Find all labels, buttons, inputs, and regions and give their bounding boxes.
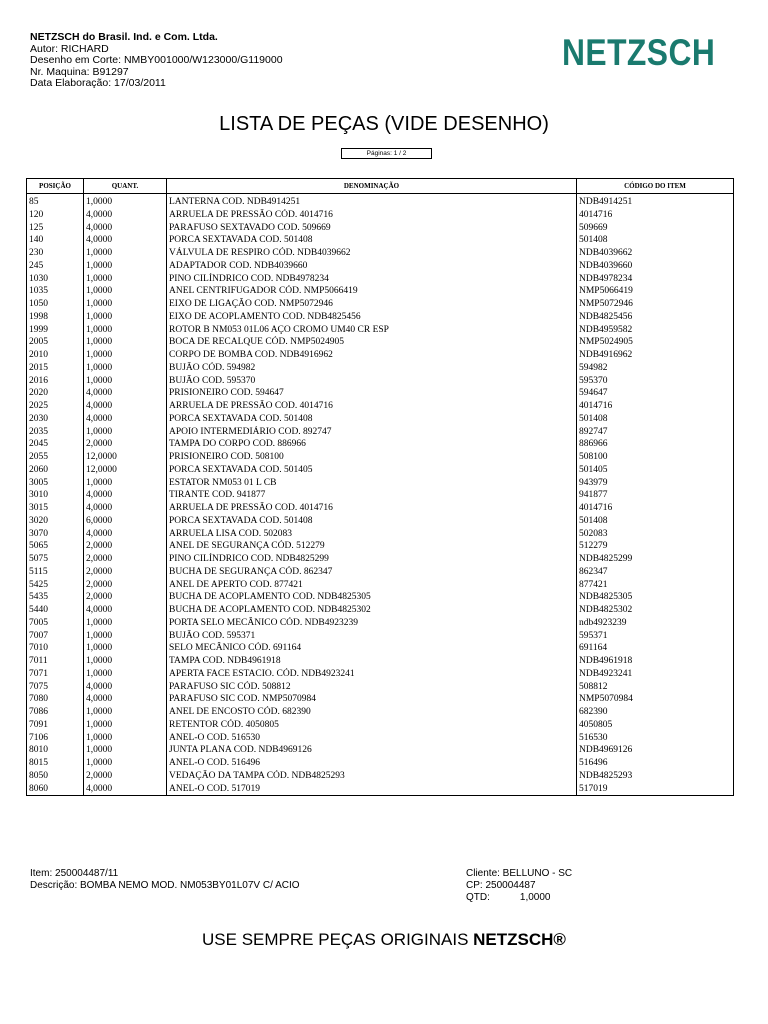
cell-item-code: NMP5066419 — [577, 285, 734, 298]
cell-denomination: ANEL DE SEGURANÇA CÓD. 512279 — [167, 540, 577, 553]
table-row — [27, 311, 734, 324]
table-row — [27, 477, 734, 490]
cell-denomination: BUJÃO COD. 595371 — [167, 630, 577, 643]
cell-item-code: 595370 — [577, 375, 734, 388]
cell-quantity: 4,0000 — [84, 693, 167, 706]
item-description: Descrição: BOMBA NEMO MOD. NM053BY01L07V C/ ACIO — [30, 880, 300, 891]
netzsch-logo: NETZSCH — [562, 32, 716, 73]
cell-item-code: 4014716 — [577, 209, 734, 222]
table-row — [27, 540, 734, 553]
cell-item-code: NDB4978234 — [577, 273, 734, 286]
cell-denomination: ARRUELA DE PRESSÃO COD. 4014716 — [167, 400, 577, 413]
cell-denomination: PORCA SEXTAVADA COD. 501408 — [167, 234, 577, 247]
table-row — [27, 770, 734, 783]
cell-position: 2045 — [27, 438, 84, 451]
table-row — [27, 324, 734, 337]
cell-quantity: 1,0000 — [84, 349, 167, 362]
cell-position: 140 — [27, 234, 84, 247]
cell-denomination: PORCA SEXTAVADA COD. 501405 — [167, 464, 577, 477]
cell-quantity: 1,0000 — [84, 324, 167, 337]
cell-position: 8010 — [27, 744, 84, 757]
cell-item-code: 516496 — [577, 757, 734, 770]
cell-denomination: TIRANTE COD. 941877 — [167, 489, 577, 502]
cell-item-code: 512279 — [577, 540, 734, 553]
cell-item-code: 595371 — [577, 630, 734, 643]
cell-position: 7011 — [27, 655, 84, 668]
table-row — [27, 783, 734, 796]
table-row — [27, 591, 734, 604]
table-row — [27, 234, 734, 247]
table-row — [27, 260, 734, 273]
cell-quantity: 4,0000 — [84, 502, 167, 515]
cell-position: 7005 — [27, 617, 84, 630]
cell-position: 8015 — [27, 757, 84, 770]
cell-position: 2016 — [27, 375, 84, 388]
cell-item-code: 4014716 — [577, 502, 734, 515]
table-row — [27, 757, 734, 770]
parts-table — [26, 178, 734, 796]
cell-position: 7071 — [27, 668, 84, 681]
cell-item-code: 508100 — [577, 451, 734, 464]
table-row — [27, 617, 734, 630]
cell-position: 7010 — [27, 642, 84, 655]
table-row — [27, 489, 734, 502]
col-header-position: POSIÇÃO — [27, 179, 84, 194]
cell-position: 5115 — [27, 566, 84, 579]
cell-quantity: 1,0000 — [84, 336, 167, 349]
table-row — [27, 668, 734, 681]
cell-quantity: 4,0000 — [84, 681, 167, 694]
cell-item-code: NDB4039662 — [577, 247, 734, 260]
table-row — [27, 438, 734, 451]
cell-position: 230 — [27, 247, 84, 260]
cell-item-code: NDB4039660 — [577, 260, 734, 273]
cell-position: 1035 — [27, 285, 84, 298]
cell-denomination: BUJÃO CÓD. 594982 — [167, 362, 577, 375]
cell-position: 8060 — [27, 783, 84, 796]
cell-denomination: ANEL-O COD. 516496 — [167, 757, 577, 770]
cell-position: 7007 — [27, 630, 84, 643]
table-row — [27, 706, 734, 719]
cell-quantity: 4,0000 — [84, 413, 167, 426]
cell-quantity: 4,0000 — [84, 222, 167, 235]
cell-item-code: NMP5024905 — [577, 336, 734, 349]
table-row — [27, 375, 734, 388]
cell-quantity: 1,0000 — [84, 273, 167, 286]
cell-denomination: PINO CILÍNDRICO COD. NDB4825299 — [167, 553, 577, 566]
cell-item-code: 941877 — [577, 489, 734, 502]
cell-quantity: 1,0000 — [84, 706, 167, 719]
cell-item-code: NDB4916962 — [577, 349, 734, 362]
cell-denomination: PARAFUSO SEXTAVADO COD. 509669 — [167, 222, 577, 235]
cell-position: 3010 — [27, 489, 84, 502]
cell-quantity: 1,0000 — [84, 247, 167, 260]
cell-item-code: NDB4825305 — [577, 591, 734, 604]
cell-denomination: APOIO INTERMEDIÁRIO COD. 892747 — [167, 426, 577, 439]
cp-number: CP: 250004487 — [466, 880, 536, 891]
cell-denomination: VÁLVULA DE RESPIRO CÓD. NDB4039662 — [167, 247, 577, 260]
cell-position: 2015 — [27, 362, 84, 375]
table-row — [27, 655, 734, 668]
cell-item-code: 4014716 — [577, 400, 734, 413]
table-row — [27, 553, 734, 566]
qtd-line — [466, 892, 572, 904]
cell-item-code: NDB4969126 — [577, 744, 734, 757]
table-row — [27, 744, 734, 757]
table-row — [27, 222, 734, 235]
cell-denomination: PARAFUSO SIC COD. NMP5070984 — [167, 693, 577, 706]
cell-denomination: LANTERNA COD. NDB4914251 — [167, 194, 577, 209]
cell-quantity: 1,0000 — [84, 375, 167, 388]
cell-quantity: 12,0000 — [84, 451, 167, 464]
cell-denomination: VEDAÇÃO DA TAMPA CÓD. NDB4825293 — [167, 770, 577, 783]
cell-item-code: 502083 — [577, 528, 734, 541]
table-row — [27, 604, 734, 617]
cell-item-code: NDB4825302 — [577, 604, 734, 617]
cell-quantity: 1,0000 — [84, 719, 167, 732]
cell-quantity: 1,0000 — [84, 426, 167, 439]
cell-item-code: 682390 — [577, 706, 734, 719]
client-name: Cliente: BELLUNO - SC — [466, 868, 573, 879]
cell-denomination: RETENTOR CÓD. 4050805 — [167, 719, 577, 732]
cell-quantity: 1,0000 — [84, 477, 167, 490]
cell-denomination: PINO CILÍNDRICO COD. NDB4978234 — [167, 273, 577, 286]
author-line: Autor: RICHARD — [30, 42, 109, 55]
cell-item-code: 517019 — [577, 783, 734, 796]
cell-item-code: 877421 — [577, 579, 734, 592]
cell-quantity: 4,0000 — [84, 528, 167, 541]
company-name: NETZSCH do Brasil. Ind. e Com. Ltda. — [30, 31, 218, 43]
table-row — [27, 642, 734, 655]
cell-position: 5065 — [27, 540, 84, 553]
cell-item-code: 501408 — [577, 413, 734, 426]
cell-quantity: 4,0000 — [84, 400, 167, 413]
drawing-line: Desenho em Corte: NMBY001000/W123000/G119000 — [30, 54, 283, 67]
cell-quantity: 1,0000 — [84, 642, 167, 655]
table-row — [27, 515, 734, 528]
cell-position: 7075 — [27, 681, 84, 694]
cell-position: 1999 — [27, 324, 84, 337]
cell-quantity: 2,0000 — [84, 770, 167, 783]
qtd-label: QTD: — [466, 892, 490, 903]
cell-quantity: 1,0000 — [84, 668, 167, 681]
cell-position: 3005 — [27, 477, 84, 490]
cell-quantity: 4,0000 — [84, 783, 167, 796]
table-row — [27, 247, 734, 260]
cell-denomination: EIXO DE ACOPLAMENTO COD. NDB4825456 — [167, 311, 577, 324]
cell-item-code: 516530 — [577, 732, 734, 745]
cell-quantity: 4,0000 — [84, 604, 167, 617]
cell-item-code: 892747 — [577, 426, 734, 439]
footer-left — [30, 868, 300, 892]
cell-item-code: 691164 — [577, 642, 734, 655]
cell-denomination: ARRUELA LISA COD. 502083 — [167, 528, 577, 541]
cell-quantity: 1,0000 — [84, 744, 167, 757]
machine-line: Nr. Maquina: B91297 — [30, 65, 129, 78]
table-row — [27, 336, 734, 349]
cell-quantity: 12,0000 — [84, 464, 167, 477]
cell-denomination: TAMPA DO CORPO COD. 886966 — [167, 438, 577, 451]
col-header-denomination: DENOMINAÇÃO — [167, 179, 577, 194]
cell-item-code: NDB4825299 — [577, 553, 734, 566]
cell-item-code: 943979 — [577, 477, 734, 490]
date-line: Data Elaboração: 17/03/2011 — [30, 77, 166, 90]
cell-denomination: PRISIONEIRO COD. 508100 — [167, 451, 577, 464]
cell-item-code: NMP5070984 — [577, 693, 734, 706]
cell-item-code: 501408 — [577, 234, 734, 247]
col-header-item-code: CÓDIGO DO ITEM — [577, 179, 734, 194]
cell-position: 2055 — [27, 451, 84, 464]
cell-denomination: JUNTA PLANA COD. NDB4969126 — [167, 744, 577, 757]
cell-item-code: 886966 — [577, 438, 734, 451]
cell-denomination: CORPO DE BOMBA COD. NDB4916962 — [167, 349, 577, 362]
cell-denomination: BUCHA DE ACOPLAMENTO COD. NDB4825302 — [167, 604, 577, 617]
cell-item-code: 4050805 — [577, 719, 734, 732]
cell-item-code: NDB4825293 — [577, 770, 734, 783]
cell-position: 7106 — [27, 732, 84, 745]
cell-item-code: NDB4961918 — [577, 655, 734, 668]
table-row — [27, 502, 734, 515]
table-row — [27, 387, 734, 400]
cell-position: 3070 — [27, 528, 84, 541]
cell-position: 2060 — [27, 464, 84, 477]
table-row — [27, 693, 734, 706]
cell-position: 2005 — [27, 336, 84, 349]
table-row — [27, 732, 734, 745]
table-row — [27, 400, 734, 413]
table-row — [27, 273, 734, 286]
cell-position: 5440 — [27, 604, 84, 617]
cell-item-code: NMP5072946 — [577, 298, 734, 311]
slogan-text: USE SEMPRE PEÇAS ORIGINAIS — [202, 930, 474, 949]
cell-quantity: 2,0000 — [84, 438, 167, 451]
qtd-value: 1,0000 — [519, 892, 551, 903]
cell-denomination: PORCA SEXTAVADA COD. 501408 — [167, 515, 577, 528]
cell-quantity: 2,0000 — [84, 591, 167, 604]
cell-denomination: ADAPTADOR COD. NDB4039660 — [167, 260, 577, 273]
cell-denomination: BUJÃO COD. 595370 — [167, 375, 577, 388]
table-row — [27, 349, 734, 362]
cell-item-code: ndb4923239 — [577, 617, 734, 630]
cell-quantity: 1,0000 — [84, 732, 167, 745]
table-row — [27, 681, 734, 694]
cell-position: 245 — [27, 260, 84, 273]
cell-position: 2025 — [27, 400, 84, 413]
cell-quantity: 2,0000 — [84, 553, 167, 566]
table-row — [27, 566, 734, 579]
cell-denomination: SELO MECÂNICO CÓD. 691164 — [167, 642, 577, 655]
cell-position: 7080 — [27, 693, 84, 706]
cell-quantity: 2,0000 — [84, 579, 167, 592]
table-row — [27, 194, 734, 209]
cell-denomination: BUCHA DE SEGURANÇA CÓD. 862347 — [167, 566, 577, 579]
cell-denomination: ANEL-O COD. 517019 — [167, 783, 577, 796]
cell-quantity: 1,0000 — [84, 298, 167, 311]
cell-position: 2020 — [27, 387, 84, 400]
item-number: Item: 250004487/11 — [30, 868, 119, 879]
cell-denomination: APERTA FACE ESTACIO. CÓD. NDB4923241 — [167, 668, 577, 681]
cell-item-code: NDB4825456 — [577, 311, 734, 324]
cell-item-code: 509669 — [577, 222, 734, 235]
cell-denomination: BOCA DE RECALQUE CÓD. NMP5024905 — [167, 336, 577, 349]
cell-quantity: 1,0000 — [84, 655, 167, 668]
cell-denomination: ANEL DE ENCOSTO CÓD. 682390 — [167, 706, 577, 719]
cell-position: 1998 — [27, 311, 84, 324]
cell-position: 85 — [27, 194, 84, 209]
cell-item-code: NDB4959582 — [577, 324, 734, 337]
cell-quantity: 1,0000 — [84, 617, 167, 630]
table-row — [27, 298, 734, 311]
cell-item-code: 501405 — [577, 464, 734, 477]
cell-position: 3020 — [27, 515, 84, 528]
page-title: LISTA DE PEÇAS (VIDE DESENHO) — [219, 113, 549, 135]
footer-right — [466, 868, 572, 904]
cell-position: 120 — [27, 209, 84, 222]
cell-denomination: ANEL CENTRIFUGADOR CÓD. NMP5066419 — [167, 285, 577, 298]
cell-position: 2010 — [27, 349, 84, 362]
cell-position: 125 — [27, 222, 84, 235]
cell-quantity: 4,0000 — [84, 234, 167, 247]
cell-position: 5425 — [27, 579, 84, 592]
cell-position: 2030 — [27, 413, 84, 426]
cell-denomination: PORCA SEXTAVADA COD. 501408 — [167, 413, 577, 426]
page-counter: Páginas: 1 / 2 — [341, 148, 432, 159]
cell-quantity: 2,0000 — [84, 566, 167, 579]
cell-item-code: 501408 — [577, 515, 734, 528]
cell-quantity: 1,0000 — [84, 311, 167, 324]
cell-denomination: ARRUELA DE PRESSÃO COD. 4014716 — [167, 502, 577, 515]
cell-quantity: 4,0000 — [84, 387, 167, 400]
parts-table-body — [27, 194, 734, 796]
cell-quantity: 2,0000 — [84, 540, 167, 553]
cell-position: 8050 — [27, 770, 84, 783]
cell-denomination: ANEL DE APERTO COD. 877421 — [167, 579, 577, 592]
table-row — [27, 209, 734, 222]
slogan-brand: NETZSCH® — [473, 930, 566, 949]
cell-position: 1050 — [27, 298, 84, 311]
cell-quantity: 1,0000 — [84, 362, 167, 375]
cell-item-code: NDB4923241 — [577, 668, 734, 681]
cell-item-code: 594647 — [577, 387, 734, 400]
cell-position: 7091 — [27, 719, 84, 732]
table-row — [27, 362, 734, 375]
table-row — [27, 719, 734, 732]
cell-position: 2035 — [27, 426, 84, 439]
cell-quantity: 4,0000 — [84, 489, 167, 502]
cell-item-code: 508812 — [577, 681, 734, 694]
table-header-row — [27, 179, 734, 194]
cell-denomination: PARAFUSO SIC CÓD. 508812 — [167, 681, 577, 694]
cell-position: 3015 — [27, 502, 84, 515]
cell-denomination: ESTATOR NM053 01 L CB — [167, 477, 577, 490]
cell-quantity: 1,0000 — [84, 285, 167, 298]
table-row — [27, 579, 734, 592]
cell-item-code: 594982 — [577, 362, 734, 375]
table-row — [27, 451, 734, 464]
cell-quantity: 1,0000 — [84, 630, 167, 643]
cell-quantity: 4,0000 — [84, 209, 167, 222]
document-header — [30, 32, 283, 90]
cell-quantity: 6,0000 — [84, 515, 167, 528]
table-row — [27, 285, 734, 298]
cell-denomination: ROTOR B NM053 01L06 AÇO CROMO UM40 CR ESP — [167, 324, 577, 337]
table-row — [27, 413, 734, 426]
cell-position: 7086 — [27, 706, 84, 719]
cell-denomination: EIXO DE LIGAÇÃO COD. NMP5072946 — [167, 298, 577, 311]
cell-position: 5075 — [27, 553, 84, 566]
cell-item-code: NDB4914251 — [577, 194, 734, 209]
cell-denomination: ANEL-O COD. 516530 — [167, 732, 577, 745]
cell-quantity: 1,0000 — [84, 260, 167, 273]
cell-denomination: PORTA SELO MECÂNICO CÓD. NDB4923239 — [167, 617, 577, 630]
table-row — [27, 528, 734, 541]
cell-denomination: TAMPA COD. NDB4961918 — [167, 655, 577, 668]
cell-denomination: PRISIONEIRO COD. 594647 — [167, 387, 577, 400]
cell-quantity: 1,0000 — [84, 194, 167, 209]
table-row — [27, 426, 734, 439]
cell-item-code: 862347 — [577, 566, 734, 579]
table-row — [27, 630, 734, 643]
cell-denomination: BUCHA DE ACOPLAMENTO COD. NDB4825305 — [167, 591, 577, 604]
cell-denomination: ARRUELA DE PRESSÃO CÓD. 4014716 — [167, 209, 577, 222]
cell-position: 5435 — [27, 591, 84, 604]
table-row — [27, 464, 734, 477]
col-header-quantity: QUANT. — [84, 179, 167, 194]
cell-position: 1030 — [27, 273, 84, 286]
slogan — [0, 929, 768, 951]
cell-quantity: 1,0000 — [84, 757, 167, 770]
